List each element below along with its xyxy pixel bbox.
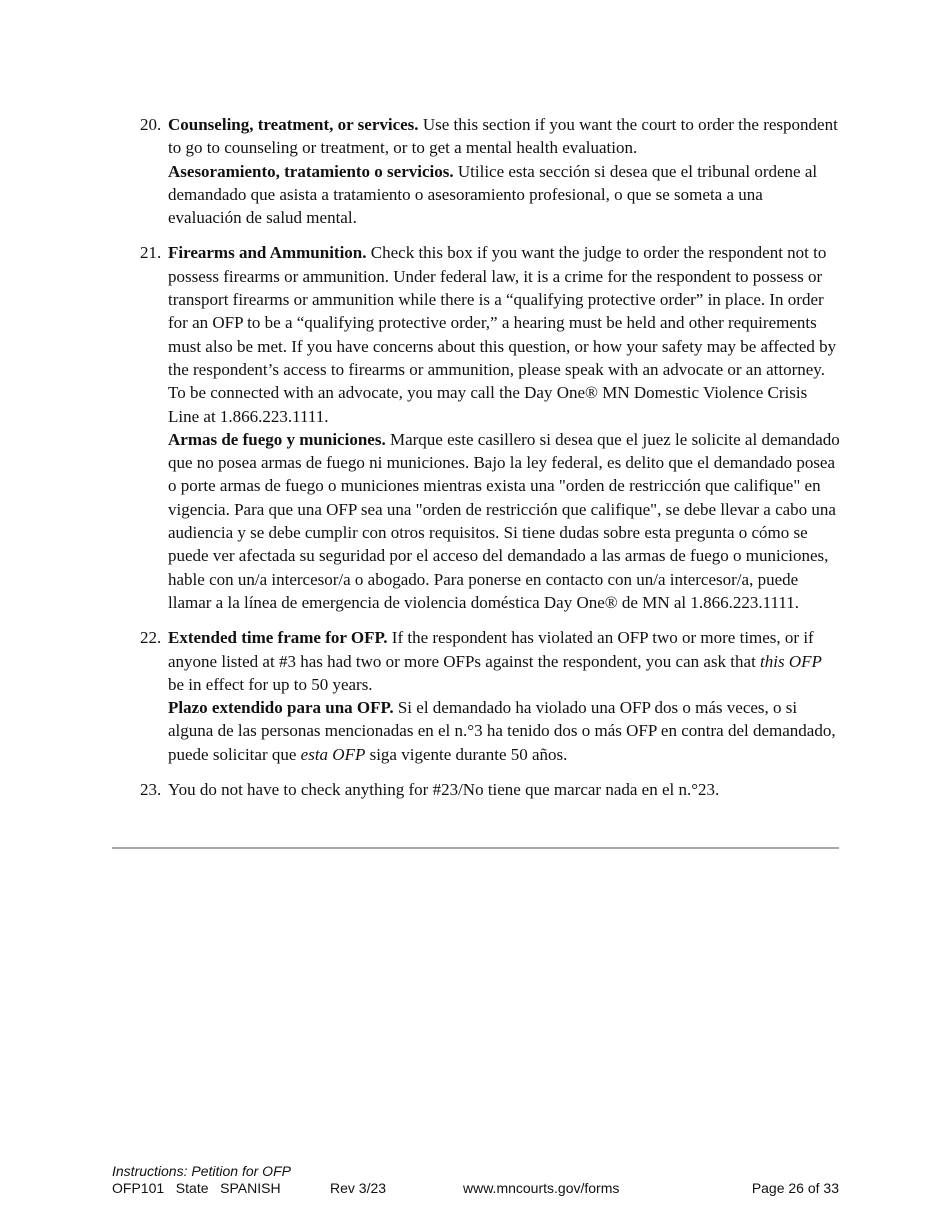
item-italic: this OFP	[760, 651, 822, 671]
item-text-spanish: Utilice esta sección si desea que el tribunal ordene al demandado que asista a tratamiento o asesoramiento profesional, o que se someta a una evaluación de salud mental.	[168, 161, 818, 228]
instructions-list	[140, 113, 840, 813]
page-footer	[112, 1163, 839, 1197]
list-item-20	[140, 113, 840, 229]
item-text-spanish: siga vigente durante 50 años.	[365, 744, 568, 764]
english-paragraph	[168, 241, 840, 427]
footer-document-title: Instructions: Petition for OFP	[112, 1163, 291, 1179]
item-text: You do not have to check anything for #23/No tiene que marcar nada en el n.°23.	[168, 780, 720, 800]
item-text-spanish: Si el demandado ha violado una OFP dos o más veces, o si alguna de las personas mencionadas en el n.°3 ha tenido dos o más OFP en contra del demandado, puede solicitar que	[168, 698, 836, 764]
english-paragraph	[168, 626, 840, 696]
spanish-paragraph	[168, 160, 840, 230]
english-paragraph	[168, 113, 840, 160]
horizontal-divider	[112, 847, 839, 849]
item-heading: Firearms and Ammunition.	[168, 243, 367, 263]
spanish-paragraph	[168, 696, 840, 766]
item-text: be in effect for up to 50 years.	[168, 674, 373, 694]
item-heading-spanish: Asesoramiento, tratamiento o servicios.	[168, 161, 454, 181]
item-text: If the respondent has violated an OFP two or more times, or if anyone listed at #3 has had two or more OFPs against the respondent, you can ask that	[168, 628, 814, 671]
spanish-paragraph	[168, 428, 840, 614]
item-text: Check this box if you want the judge to order the respondent not to possess firearms or ammunition. Under federal law, it is a crime for the respondent to possess or transport firearms or ammunition while there is a “qualifying protective order” in place. In order for an OFP to be a “qualifying protective order,” a hearing must be held and other requirements must also be met. If you have concerns about this question, or how your safety may be affected by the respondent’s access to firearms or ammunition, please speak with an advocate or an attorney. To be connected with an advocate, you may call the Day One® MN Domestic Violence Crisis Line at 1.866.223.1111.	[168, 243, 837, 426]
list-item-23	[140, 778, 840, 801]
item-number: 20.	[140, 115, 162, 134]
list-item-21	[140, 241, 840, 614]
item-text-spanish: Marque este casillero si desea que el juez le solicite al demandado que no posea armas de fuego ni municiones. Bajo la ley federal, es delito que el demandado posea o porte armas de fuego o municiones mientras exista una "orden de restricción que califique" en vigencia. Para que una OFP sea una "orden de restricción que califique", se debe llevar a cabo una audiencia y se debe cumplir con otros requisitos. Si tiene dudas sobre esta pregunta o cómo se puede ver afectada su seguridad por el acceso del demandado a las armas de fuego o municiones, hable con un/a intercesor/a o abogado. Para ponerse en contacto con un/a intercesor/a, puede llamar a la línea de emergencia de violencia doméstica Day One® de MN al 1.866.223.1111.	[168, 429, 840, 612]
item-heading: Counseling, treatment, or services.	[168, 115, 419, 134]
footer-page-number: Page 26 of 33	[751, 1180, 839, 1196]
item-number: 23.	[140, 780, 162, 800]
footer-revision: Rev 3/23	[330, 1180, 387, 1196]
list-item-22	[140, 626, 840, 766]
item-heading: Extended time frame for OFP.	[168, 628, 388, 648]
footer-url: www.mncourts.gov/forms	[463, 1180, 620, 1196]
item-heading-spanish: Plazo extendido para una OFP.	[168, 698, 394, 718]
item-text: Use this section if you want the court to order the respondent to go to counseling or treatment, or to get a mental health evaluation.	[168, 115, 838, 158]
item-number: 22.	[140, 628, 162, 648]
footer-row	[112, 1180, 839, 1197]
item-number: 21.	[140, 243, 162, 263]
item-heading-spanish: Armas de fuego y municiones.	[168, 429, 386, 449]
item-italic-spanish: esta OFP	[300, 744, 366, 764]
footer-form-id: OFP101 State SPANISH	[112, 1180, 281, 1196]
